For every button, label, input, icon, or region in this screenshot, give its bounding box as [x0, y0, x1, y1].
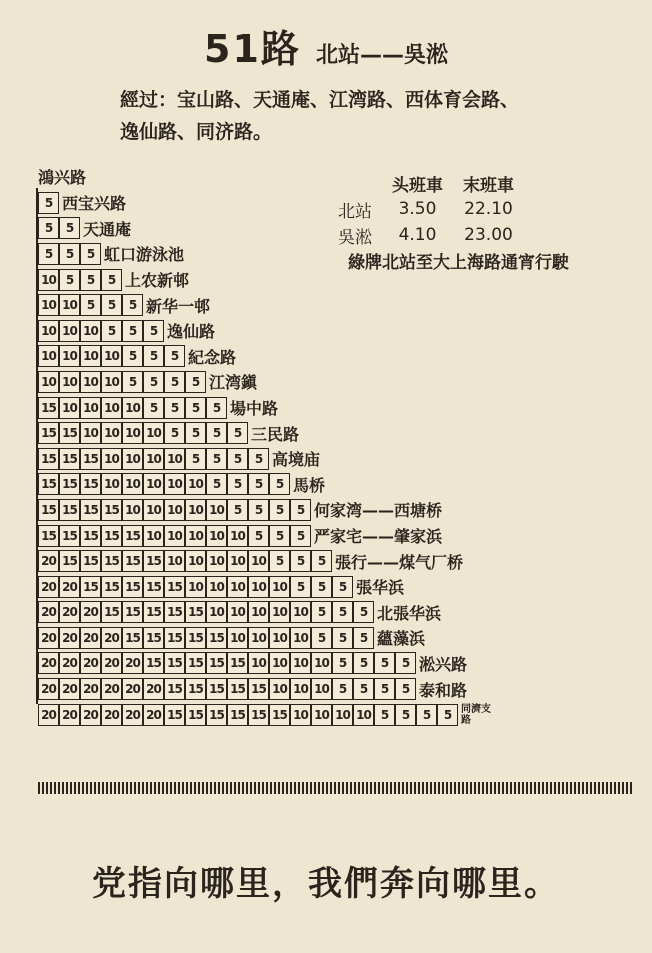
- fare-row: [38, 292, 491, 318]
- fare-cell: 15: [185, 704, 206, 726]
- fare-cell: 5: [374, 704, 395, 726]
- fare-cell: 10: [206, 550, 227, 572]
- fare-cell: 15: [164, 678, 185, 700]
- fare-cell: 10: [311, 678, 332, 700]
- fare-cell: 20: [122, 652, 143, 674]
- fare-cell: 15: [101, 550, 122, 572]
- fare-cell: 20: [38, 627, 59, 649]
- fare-cell: 15: [122, 601, 143, 623]
- fare-cell: 10: [248, 550, 269, 572]
- fare-cell: 5: [395, 652, 416, 674]
- fare-cell: 5: [122, 345, 143, 367]
- fare-cell: 5: [206, 448, 227, 470]
- fare-cell: 10: [290, 627, 311, 649]
- fare-cell: 5: [374, 678, 395, 700]
- fare-cell: 5: [374, 652, 395, 674]
- fare-cell: 10: [80, 422, 101, 444]
- fare-cell: 10: [332, 704, 353, 726]
- fare-cell: 5: [101, 294, 122, 316]
- fare-cell: 10: [122, 448, 143, 470]
- fare-cell: 15: [101, 499, 122, 521]
- fare-cell: 5: [59, 269, 80, 291]
- fare-cell: 10: [38, 345, 59, 367]
- fare-cell: 10: [290, 704, 311, 726]
- fare-cell: 5: [122, 294, 143, 316]
- fare-cell: 5: [80, 294, 101, 316]
- fare-cell: 5: [227, 473, 248, 495]
- fare-cell: 15: [269, 704, 290, 726]
- fare-cell: 5: [38, 217, 59, 239]
- fare-cell: 10: [143, 448, 164, 470]
- fare-cell: 20: [38, 576, 59, 598]
- fare-cell: 15: [59, 422, 80, 444]
- via-line-1: 經过：宝山路、天通庵、江湾路、西体育会路、: [120, 89, 520, 111]
- fare-cell: 15: [206, 652, 227, 674]
- fare-cell: 5: [143, 397, 164, 419]
- fare-cell: 20: [80, 601, 101, 623]
- fare-cell: 5: [206, 397, 227, 419]
- fare-cell: 10: [38, 269, 59, 291]
- fare-cell: 5: [290, 499, 311, 521]
- overnight-service-note: 綠牌北站至大上海路通宵行駛: [348, 253, 569, 273]
- fare-cell: 15: [101, 525, 122, 547]
- fare-cell: 20: [80, 627, 101, 649]
- fare-cell: 15: [143, 627, 164, 649]
- fare-cell: 10: [101, 345, 122, 367]
- fare-cell: 10: [122, 397, 143, 419]
- fare-cell: 10: [164, 499, 185, 521]
- fare-cell: 15: [164, 601, 185, 623]
- fare-cell: 10: [59, 371, 80, 393]
- fare-cell: 5: [122, 320, 143, 342]
- fare-stop-name: 天通庵: [83, 219, 132, 239]
- fare-cell: 15: [80, 499, 101, 521]
- fare-cell: 20: [143, 678, 164, 700]
- fare-cell: 20: [101, 704, 122, 726]
- fare-cell: 15: [185, 627, 206, 649]
- header-first-bus: 头班車: [392, 175, 443, 196]
- fare-cell: 5: [80, 243, 101, 265]
- route-terminals: 北站——吳淞: [315, 43, 448, 68]
- fare-cell: 10: [101, 397, 122, 419]
- fare-row: [38, 600, 491, 626]
- fare-cell: 15: [80, 448, 101, 470]
- fare-cell: 5: [248, 525, 269, 547]
- fare-cell: 10: [206, 601, 227, 623]
- fare-cell: 10: [164, 525, 185, 547]
- fare-cell: 10: [185, 499, 206, 521]
- fare-cell: 15: [143, 576, 164, 598]
- fare-cell: 5: [290, 525, 311, 547]
- fare-cell: 10: [38, 294, 59, 316]
- fare-cell: 5: [437, 704, 458, 726]
- fare-cell: 10: [206, 525, 227, 547]
- fare-cell: 10: [80, 345, 101, 367]
- route-header: [0, 18, 652, 73]
- divider-rule: [38, 782, 632, 794]
- fare-cell: 15: [59, 499, 80, 521]
- fare-cell: 10: [290, 652, 311, 674]
- fare-cell: 15: [80, 550, 101, 572]
- fare-row: [38, 344, 491, 370]
- fare-cell: 15: [185, 678, 206, 700]
- fare-cell: 15: [143, 550, 164, 572]
- fare-row: [38, 702, 491, 728]
- fare-cell: 5: [101, 320, 122, 342]
- fare-cell: 5: [353, 678, 374, 700]
- fare-row: [38, 472, 491, 498]
- fare-stop-name: 泰和路: [419, 680, 468, 700]
- fare-row: [38, 548, 491, 574]
- fare-cell: 5: [248, 473, 269, 495]
- fare-row: [38, 241, 491, 267]
- fare-stop-name: 江湾鎭: [209, 373, 258, 393]
- fare-row: [38, 446, 491, 472]
- fare-cell: 5: [80, 269, 101, 291]
- timetable-last: 23.00: [464, 225, 513, 245]
- fare-row: [38, 216, 491, 242]
- fare-cell: 10: [227, 576, 248, 598]
- fare-row: [38, 574, 491, 600]
- fare-cell: 5: [185, 422, 206, 444]
- route-via: [120, 84, 590, 148]
- fare-cell: 10: [311, 652, 332, 674]
- fare-cell: 10: [164, 550, 185, 572]
- fare-cell: 10: [290, 678, 311, 700]
- fare-cell: 15: [164, 652, 185, 674]
- fare-cell: 20: [101, 678, 122, 700]
- fare-cell: 5: [248, 448, 269, 470]
- fare-cell: 20: [59, 576, 80, 598]
- fare-cell: 15: [38, 422, 59, 444]
- fare-cell: 5: [416, 704, 437, 726]
- fare-cell: 15: [38, 448, 59, 470]
- fare-cell: 15: [59, 448, 80, 470]
- fare-row: [38, 395, 491, 421]
- fare-cell: 5: [143, 345, 164, 367]
- fare-cell: 15: [143, 652, 164, 674]
- fare-cell: 10: [227, 601, 248, 623]
- fare-cell: 5: [206, 473, 227, 495]
- fare-cell: 20: [122, 678, 143, 700]
- header-last-bus: 末班車: [463, 175, 514, 196]
- fare-cell: 5: [143, 371, 164, 393]
- fare-cell: 10: [38, 371, 59, 393]
- fare-stop-name: 三民路: [251, 424, 300, 444]
- timetable-last: 22.10: [464, 199, 513, 219]
- fare-cell: 5: [164, 397, 185, 419]
- fare-cell: 15: [38, 499, 59, 521]
- fare-cell: 10: [269, 627, 290, 649]
- fare-cell: 10: [59, 294, 80, 316]
- route-number: 51路: [204, 27, 301, 71]
- fare-cell: 10: [269, 601, 290, 623]
- fare-cell: 20: [80, 704, 101, 726]
- fare-cell: 20: [38, 678, 59, 700]
- fare-row: [38, 497, 491, 523]
- fare-row: [38, 318, 491, 344]
- fare-cell: 15: [59, 550, 80, 572]
- fare-cell: 5: [332, 601, 353, 623]
- fare-cell: 10: [185, 525, 206, 547]
- fare-stop-name: 淞兴路: [419, 654, 468, 674]
- fare-cell: 10: [59, 397, 80, 419]
- fare-cell: 15: [59, 525, 80, 547]
- fare-cell: 5: [59, 243, 80, 265]
- fare-cell: 10: [143, 422, 164, 444]
- fare-stop-name: 虹口游泳池: [104, 245, 185, 265]
- fare-cell: 15: [80, 473, 101, 495]
- fare-cell: 10: [185, 550, 206, 572]
- fare-cell: 10: [122, 422, 143, 444]
- fare-stop-name: 何家湾——西塘桥: [314, 501, 443, 521]
- fare-cell: 20: [143, 704, 164, 726]
- fare-cell: 10: [80, 371, 101, 393]
- fare-cell: 10: [38, 320, 59, 342]
- fare-cell: 10: [269, 678, 290, 700]
- fare-table-frame: [36, 188, 38, 704]
- fare-cell: 5: [311, 601, 332, 623]
- fare-stop-name: 逸仙路: [167, 322, 216, 342]
- fare-cell: 10: [227, 550, 248, 572]
- fare-cell: 5: [353, 627, 374, 649]
- fare-cell: 10: [269, 652, 290, 674]
- fare-stop-name: 严家宅——肇家浜: [314, 527, 443, 547]
- fare-cell: 5: [332, 627, 353, 649]
- fare-cell: 5: [311, 627, 332, 649]
- fare-stop-name: 北張华浜: [377, 603, 442, 623]
- fare-cell: 10: [101, 473, 122, 495]
- fare-cell: 10: [248, 652, 269, 674]
- fare-cell: 10: [59, 345, 80, 367]
- fare-cell: 5: [269, 525, 290, 547]
- fare-cell: 10: [248, 576, 269, 598]
- fare-cell: 20: [101, 627, 122, 649]
- fare-cell: 20: [59, 627, 80, 649]
- fare-cell: 10: [80, 320, 101, 342]
- fare-cell: 15: [38, 473, 59, 495]
- fare-cell: 5: [290, 576, 311, 598]
- fare-cell: 10: [353, 704, 374, 726]
- fare-cell: 10: [164, 448, 185, 470]
- fare-cell: 15: [227, 678, 248, 700]
- fare-cell: 10: [143, 499, 164, 521]
- fare-row: [38, 267, 491, 293]
- fare-cell: 5: [311, 576, 332, 598]
- fare-cell: 5: [164, 422, 185, 444]
- fare-cell: 20: [80, 678, 101, 700]
- fare-cell: 20: [80, 652, 101, 674]
- fare-cell: 10: [206, 576, 227, 598]
- fare-cell: 15: [185, 652, 206, 674]
- fare-cell: 5: [122, 371, 143, 393]
- fare-stop-name: 蘊藻浜: [377, 629, 426, 649]
- timetable-first: 4.10: [398, 225, 437, 245]
- fare-stop-name: 馬桥: [293, 475, 326, 495]
- fare-cell: 15: [164, 576, 185, 598]
- fare-cell: 5: [269, 499, 290, 521]
- fare-cell: 15: [206, 678, 227, 700]
- fare-cell: 10: [143, 473, 164, 495]
- fare-cell: 5: [395, 704, 416, 726]
- fare-row: [38, 651, 491, 677]
- fare-cell: 15: [227, 704, 248, 726]
- fare-cell: 15: [248, 704, 269, 726]
- fare-cell: 5: [227, 448, 248, 470]
- fare-cell: 15: [101, 576, 122, 598]
- fare-cell: 15: [248, 678, 269, 700]
- fare-cell: 10: [101, 422, 122, 444]
- fare-cell: 15: [206, 627, 227, 649]
- fare-cell: 20: [38, 601, 59, 623]
- fare-cell: 15: [185, 601, 206, 623]
- fare-stop-name: 新华一邨: [146, 296, 211, 316]
- fare-cell: 10: [248, 601, 269, 623]
- fare-cell: 15: [206, 704, 227, 726]
- fare-triangle-table: [38, 166, 491, 727]
- fare-cell: 5: [227, 499, 248, 521]
- fare-cell: 20: [122, 704, 143, 726]
- fare-cell: 10: [122, 473, 143, 495]
- fare-cell: 5: [353, 601, 374, 623]
- fare-row: [38, 190, 491, 216]
- fare-cell: 20: [59, 601, 80, 623]
- fare-cell: 15: [164, 627, 185, 649]
- fare-cell: 10: [185, 576, 206, 598]
- fare-cell: 15: [122, 627, 143, 649]
- fare-cell: 15: [38, 397, 59, 419]
- fare-cell: 10: [290, 601, 311, 623]
- fare-cell: 20: [59, 678, 80, 700]
- fare-cell: 15: [227, 652, 248, 674]
- fare-stop-name: 紀念路: [188, 347, 237, 367]
- fare-cell: 15: [164, 704, 185, 726]
- fare-stop-name: 張华浜: [356, 578, 405, 598]
- fare-cell: 20: [38, 704, 59, 726]
- fare-cell: 15: [122, 576, 143, 598]
- fare-cell: 20: [38, 652, 59, 674]
- fare-stop-name: 同濟支路: [461, 703, 491, 726]
- fare-cell: 5: [164, 371, 185, 393]
- fare-cell: 20: [59, 652, 80, 674]
- fare-cell: 5: [164, 345, 185, 367]
- fare-cell: 5: [185, 448, 206, 470]
- fare-origin-stop: 鴻兴路: [38, 168, 87, 187]
- timetable-station: 北站: [338, 201, 372, 222]
- fare-row: [38, 420, 491, 446]
- fare-cell: 10: [143, 525, 164, 547]
- fare-cell: 15: [101, 601, 122, 623]
- fare-cell: 10: [185, 473, 206, 495]
- fare-cell: 10: [80, 397, 101, 419]
- fare-cell: 20: [101, 652, 122, 674]
- timetable-station: 吳淞: [338, 227, 372, 248]
- fare-cell: 5: [59, 217, 80, 239]
- fare-stop-name: 高境庙: [272, 450, 321, 470]
- fare-cell: 15: [80, 525, 101, 547]
- fare-cell: 5: [38, 192, 59, 214]
- via-line-2: 逸仙路、同济路。: [120, 121, 273, 143]
- fare-cell: 10: [101, 448, 122, 470]
- fare-cell: 5: [185, 371, 206, 393]
- fare-cell: 5: [311, 550, 332, 572]
- fare-stop-name: 場中路: [230, 399, 279, 419]
- fare-cell: 10: [206, 499, 227, 521]
- fare-cell: 5: [101, 269, 122, 291]
- fare-cell: 10: [164, 473, 185, 495]
- fare-cell: 15: [59, 473, 80, 495]
- fare-cell: 5: [248, 499, 269, 521]
- fare-cell: 5: [290, 550, 311, 572]
- fare-cell: 5: [395, 678, 416, 700]
- fare-row: [38, 523, 491, 549]
- fare-row: [38, 625, 491, 651]
- fare-cell: 5: [269, 473, 290, 495]
- fare-cell: 5: [227, 422, 248, 444]
- fare-cell: 20: [59, 704, 80, 726]
- fare-cell: 15: [143, 601, 164, 623]
- fare-cell: 15: [122, 525, 143, 547]
- fare-cell: 5: [332, 678, 353, 700]
- fare-row: [38, 369, 491, 395]
- fare-cell: 10: [101, 371, 122, 393]
- fare-row: [38, 676, 491, 702]
- fare-cell: 10: [248, 627, 269, 649]
- fare-cell: 15: [38, 525, 59, 547]
- fare-cell: 10: [227, 627, 248, 649]
- fare-cell: 5: [38, 243, 59, 265]
- fare-cell: 10: [227, 525, 248, 547]
- fare-cell: 5: [332, 652, 353, 674]
- fare-cell: 5: [332, 576, 353, 598]
- fare-cell: 5: [269, 550, 290, 572]
- fare-cell: 10: [269, 576, 290, 598]
- fare-cell: 15: [122, 550, 143, 572]
- fare-cell: 5: [185, 397, 206, 419]
- timetable-first: 3.50: [398, 199, 437, 219]
- fare-cell: 10: [59, 320, 80, 342]
- fare-stop-name: 張行——煤气厂桥: [335, 552, 464, 572]
- fare-cell: 5: [353, 652, 374, 674]
- fare-cell: 20: [38, 550, 59, 572]
- fare-stop-name: 西宝兴路: [62, 194, 127, 214]
- fare-stop-name: 上农新邨: [125, 271, 190, 291]
- fare-cell: 5: [143, 320, 164, 342]
- slogan: 党指向哪里，我們奔向哪里。: [92, 864, 560, 904]
- fare-cell: 10: [122, 499, 143, 521]
- fare-cell: 15: [80, 576, 101, 598]
- fare-cell: 10: [311, 704, 332, 726]
- fare-cell: 5: [206, 422, 227, 444]
